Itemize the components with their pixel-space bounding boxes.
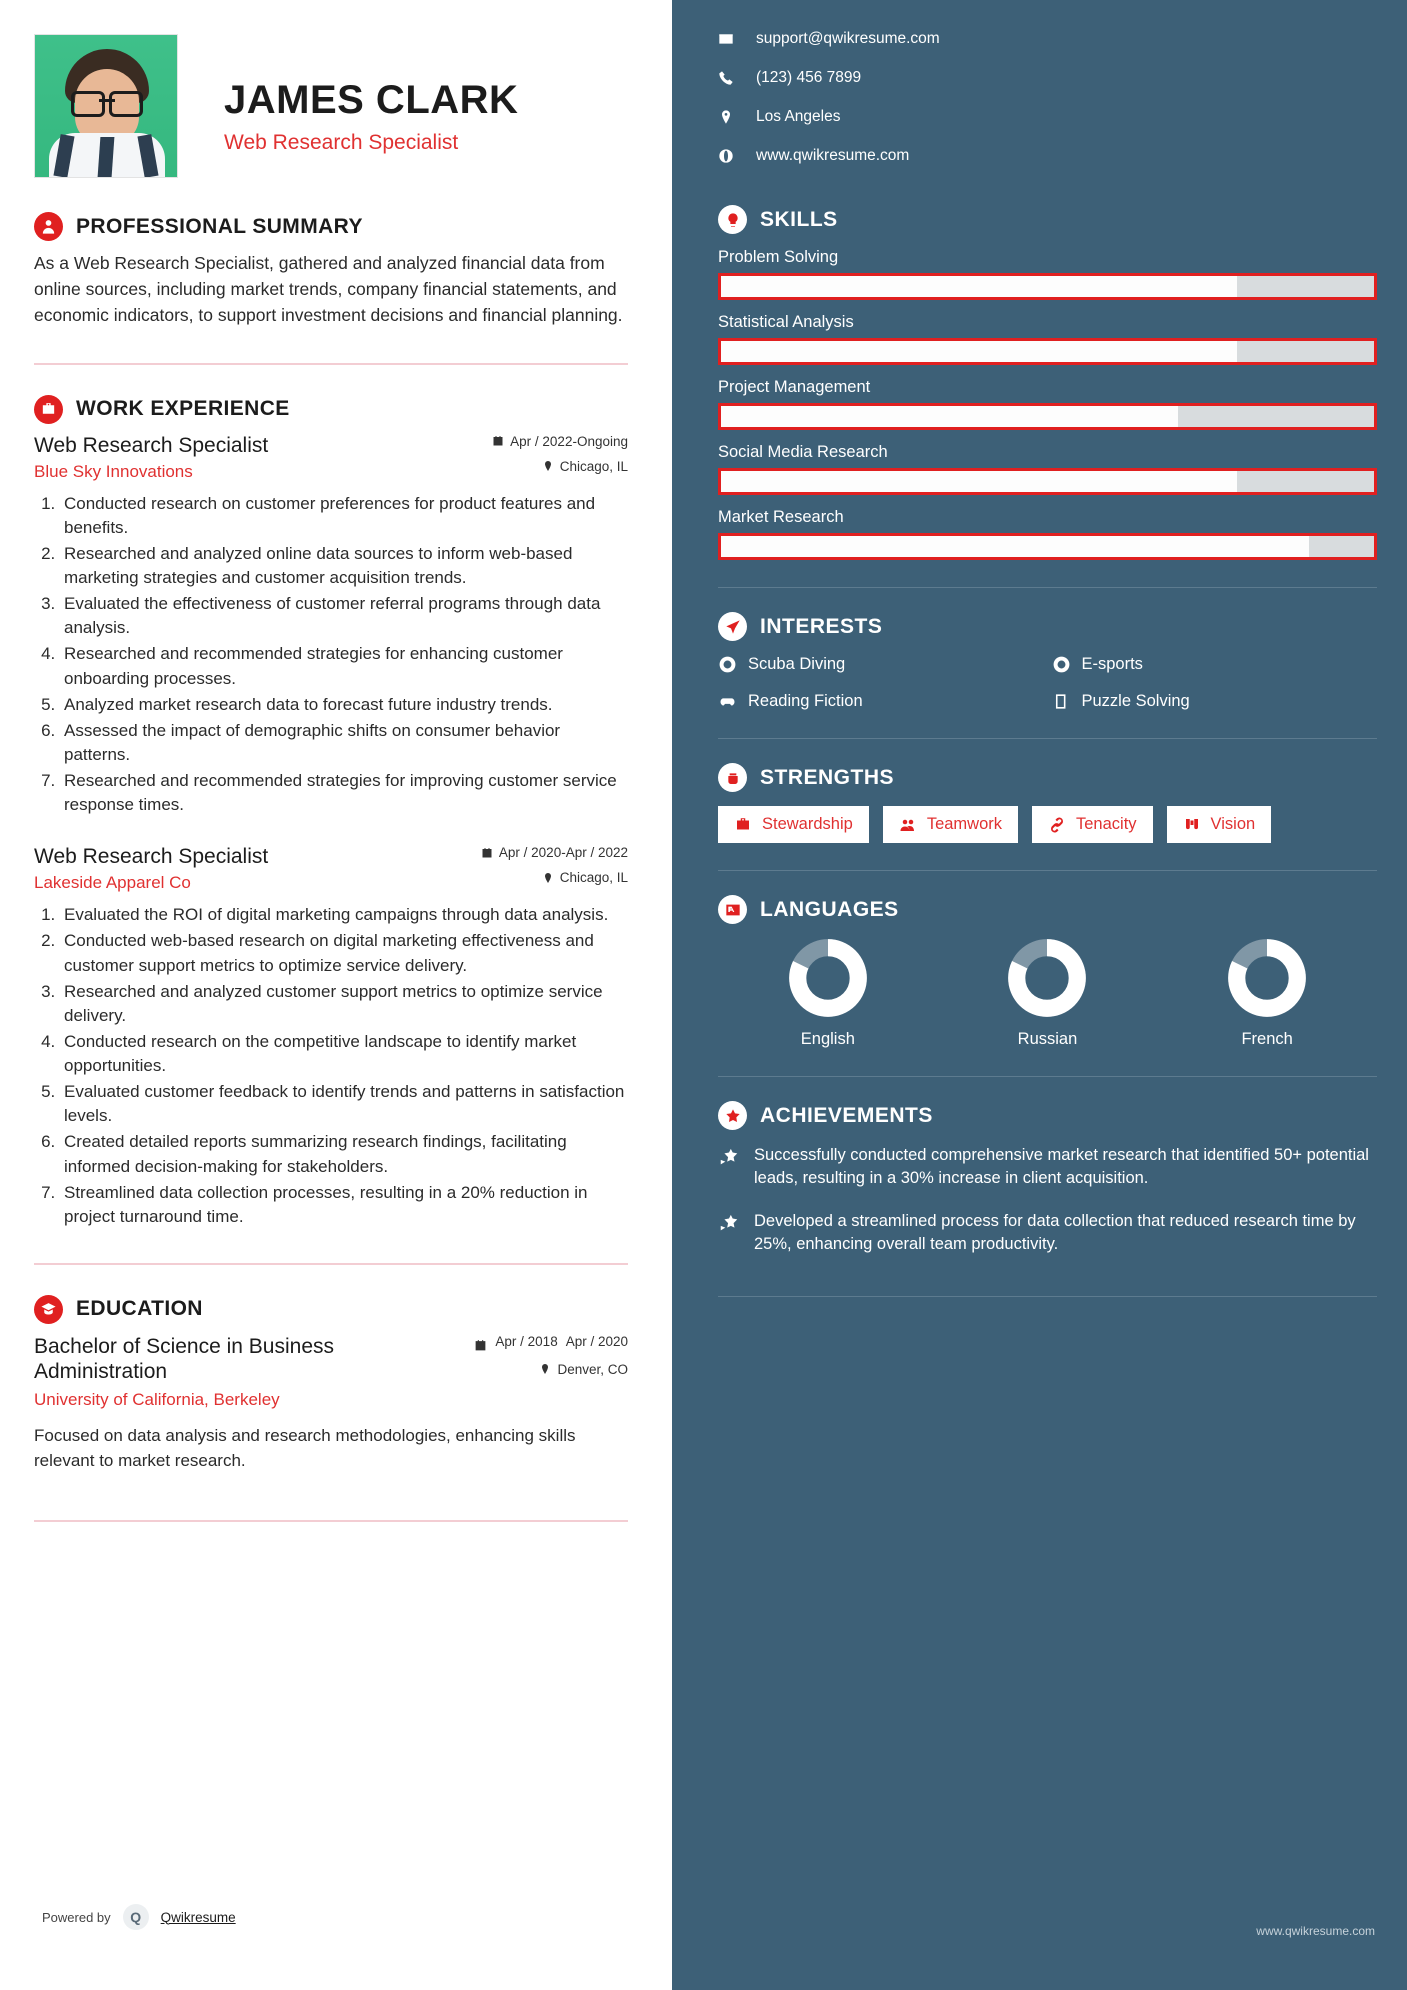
map-pin-icon <box>718 109 734 125</box>
skill-fill <box>721 276 1237 297</box>
life-ring-icon <box>718 655 737 674</box>
map-pin-icon <box>542 872 554 884</box>
interest-label: E-sports <box>1081 655 1143 673</box>
skills-header <box>718 205 1377 234</box>
interest-item <box>1052 692 1378 711</box>
list-item: 5. Analyzed market research data to forecast future industry trends. <box>60 693 628 717</box>
list-item: 7. Researched and recommended strategies for improving customer service response times. <box>60 769 628 817</box>
job-role-subtitle: Web Research Specialist <box>224 131 459 154</box>
education-start-date: Apr / 2018 <box>495 1333 558 1349</box>
interest-item <box>1052 655 1378 674</box>
skill-bar <box>718 273 1377 300</box>
skill-fill <box>721 341 1237 362</box>
skill-name: Statistical Analysis <box>718 313 854 331</box>
job-duties-list <box>60 492 628 818</box>
language-item <box>1007 938 1087 1049</box>
award-icon <box>718 1213 740 1235</box>
divider <box>34 1263 628 1265</box>
education-entry <box>34 1334 628 1410</box>
page-title: JAMES CLARK <box>224 78 519 122</box>
paper-plane-icon <box>718 612 747 641</box>
briefcase-icon <box>34 395 63 424</box>
star-badge-icon <box>718 1101 747 1130</box>
section-title: SKILLS <box>760 207 838 231</box>
divider <box>718 738 1377 739</box>
job-entry <box>34 845 628 1229</box>
list-item: 7. Streamlined data collection processes, resulting in a 20% reduction in project turnaround time. <box>60 1181 628 1229</box>
brand-link[interactable]: Qwikresume <box>160 1909 236 1925</box>
language-donut-chart <box>788 938 868 1018</box>
translate-icon <box>718 895 747 924</box>
language-donut-chart <box>1227 938 1307 1018</box>
list-item: 2. Conducted web-based research on digital marketing effectiveness and customer support metrics to optimize service delivery. <box>60 929 628 977</box>
skill-name: Social Media Research <box>718 443 888 461</box>
envelope-icon <box>718 31 734 47</box>
briefcase-icon <box>734 816 752 834</box>
interest-label: Puzzle Solving <box>1081 692 1190 710</box>
divider <box>34 1520 628 1522</box>
languages-row <box>718 938 1377 1049</box>
strength-label: Vision <box>1210 815 1256 833</box>
language-name: Russian <box>1017 1030 1078 1048</box>
skill-item <box>718 313 1377 365</box>
left-column <box>0 0 672 1990</box>
binoculars-icon <box>1183 816 1201 834</box>
section-title: PROFESSIONAL SUMMARY <box>76 214 363 238</box>
language-item <box>1227 938 1307 1049</box>
professional-summary-header <box>34 212 628 241</box>
list-item: 1. Evaluated the ROI of digital marketing campaigns through data analysis. <box>60 903 628 927</box>
strengths-grid <box>718 806 1377 843</box>
skill-bar <box>718 468 1377 495</box>
language-donut-chart <box>1007 938 1087 1018</box>
strengths-header <box>718 763 1377 792</box>
list-item: 3. Researched and analyzed customer support metrics to optimize service delivery. <box>60 980 628 1028</box>
calendar-icon <box>492 435 504 447</box>
strength-badge <box>1032 806 1153 843</box>
divider <box>718 1296 1377 1297</box>
skill-bar <box>718 338 1377 365</box>
award-icon <box>718 1147 740 1169</box>
job-dates: Apr / 2020-Apr / 2022 <box>481 845 628 860</box>
skill-item <box>718 508 1377 560</box>
job-title: Web Research Specialist <box>34 845 269 869</box>
interests-header <box>718 612 1377 641</box>
sidebar-footer-url: www.qwikresume.com <box>1256 1924 1375 1938</box>
education-location: Denver, CO <box>474 1362 628 1377</box>
contact-email[interactable] <box>718 30 1377 48</box>
contact-location <box>718 108 1377 126</box>
skill-name: Problem Solving <box>718 248 839 266</box>
powered-by <box>42 1904 236 1930</box>
strength-badge <box>1167 806 1272 843</box>
skill-item <box>718 378 1377 430</box>
section-title: LANGUAGES <box>760 897 899 921</box>
skill-fill <box>721 536 1309 557</box>
link-icon <box>1048 816 1066 834</box>
language-name: English <box>800 1030 855 1048</box>
job-entry <box>34 434 628 818</box>
section-title: INTERESTS <box>760 614 883 638</box>
list-item: 1. Conducted research on customer preferences for product features and benefits. <box>60 492 628 540</box>
contact-value: www.qwikresume.com <box>756 147 910 164</box>
languages-header <box>718 895 1377 924</box>
globe-icon <box>718 148 734 164</box>
lightbulb-icon <box>718 205 747 234</box>
skill-item <box>718 443 1377 495</box>
calendar-icon <box>481 847 493 859</box>
powered-by-label: Powered by <box>42 1909 111 1925</box>
achievement-text: Developed a streamlined process for data collection that reduced research time by 25%, enhancing overall team productivity. <box>754 1212 1356 1254</box>
section-title: WORK EXPERIENCE <box>76 397 290 421</box>
education-end-date: Apr / 2020 <box>565 1333 628 1349</box>
map-pin-icon <box>539 1363 551 1375</box>
language-item <box>788 938 868 1049</box>
contact-phone[interactable] <box>718 69 1377 87</box>
education-degree: Bachelor of Science in Business Administration <box>34 1334 334 1384</box>
users-icon <box>899 816 917 834</box>
divider <box>718 870 1377 871</box>
achievement-text: Successfully conducted comprehensive market research that identified 50+ potential leads, resulting in a 30% increase in client acquisition. <box>754 1146 1369 1188</box>
list-item: 3. Evaluated the effectiveness of customer referral programs through data analysis. <box>60 592 628 640</box>
skill-item <box>718 248 1377 300</box>
list-item: 4. Conducted research on the competitive landscape to identify market opportunities. <box>60 1030 628 1078</box>
job-title: Web Research Specialist <box>34 433 269 457</box>
job-dates: Apr / 2022-Ongoing <box>492 434 628 449</box>
skill-name: Market Research <box>718 508 844 526</box>
section-title: STRENGTHS <box>760 765 895 789</box>
contact-website[interactable] <box>718 147 1377 165</box>
strength-label: Tenacity <box>1076 815 1137 833</box>
interest-item <box>718 692 1044 711</box>
list-item: 5. Evaluated customer feedback to identify trends and patterns in satisfaction levels. <box>60 1080 628 1128</box>
divider <box>718 587 1377 588</box>
fist-icon <box>718 763 747 792</box>
list-item: 4. Researched and recommended strategies for enhancing customer onboarding processes. <box>60 642 628 690</box>
job-company: Blue Sky Innovations <box>34 461 193 481</box>
achievement-item <box>718 1210 1377 1256</box>
list-item: 6. Created detailed reports summarizing research findings, facilitating informed decision-making for stakeholders. <box>60 1130 628 1178</box>
education-dates <box>474 1334 628 1352</box>
calendar-icon <box>474 1339 487 1352</box>
section-title: ACHIEVEMENTS <box>760 1103 933 1127</box>
phone-icon <box>718 70 734 86</box>
interest-item <box>718 655 1044 674</box>
map-pin-icon <box>542 460 554 472</box>
education-description: Focused on data analysis and research methodologies, enhancing skills relevant to market research. <box>34 1426 576 1470</box>
education-school: University of California, Berkeley <box>34 1390 280 1410</box>
job-location: Chicago, IL <box>492 459 628 474</box>
skill-bar <box>718 403 1377 430</box>
strength-label: Stewardship <box>762 815 853 833</box>
skill-bar <box>718 533 1377 560</box>
user-icon <box>34 212 63 241</box>
skill-fill <box>721 471 1237 492</box>
contact-value: (123) 456 7899 <box>756 69 862 86</box>
job-duties-list <box>60 903 628 1229</box>
life-ring-icon <box>1052 655 1071 674</box>
achievements-header <box>718 1101 1377 1130</box>
summary-text: As a Web Research Specialist, gathered and analyzed financial data from online sources, including market trends, company financial statements, and economic indicators, to support investment decisions and financial planning. <box>34 253 623 325</box>
language-name: French <box>1241 1030 1293 1048</box>
interest-label: Scuba Diving <box>748 655 846 673</box>
divider <box>34 363 628 365</box>
avatar <box>34 34 178 178</box>
sidebar <box>672 0 1407 1990</box>
interests-grid <box>718 655 1377 711</box>
gamepad-icon <box>718 692 737 711</box>
list-item: 2. Researched and analyzed online data sources to inform web-based marketing strategies and customer acquisition trends. <box>60 542 628 590</box>
job-location: Chicago, IL <box>481 870 628 885</box>
section-title: EDUCATION <box>76 1297 203 1321</box>
skill-fill <box>721 406 1178 427</box>
contact-value: support@qwikresume.com <box>756 30 940 47</box>
book-icon <box>1052 692 1071 711</box>
contact-value: Los Angeles <box>756 108 841 125</box>
job-company: Lakeside Apparel Co <box>34 873 191 893</box>
divider <box>718 1076 1377 1077</box>
work-experience-header <box>34 395 628 424</box>
strength-badge <box>883 806 1018 843</box>
graduation-icon <box>34 1295 63 1324</box>
education-header <box>34 1295 628 1324</box>
skill-name: Project Management <box>718 378 871 396</box>
q-logo-icon: Q <box>123 1904 149 1930</box>
strength-label: Teamwork <box>926 815 1002 833</box>
strength-badge <box>718 806 869 843</box>
interest-label: Reading Fiction <box>748 692 863 710</box>
achievement-item <box>718 1144 1377 1190</box>
list-item: 6. Assessed the impact of demographic shifts on consumer behavior patterns. <box>60 719 628 767</box>
resume-header <box>34 34 628 178</box>
